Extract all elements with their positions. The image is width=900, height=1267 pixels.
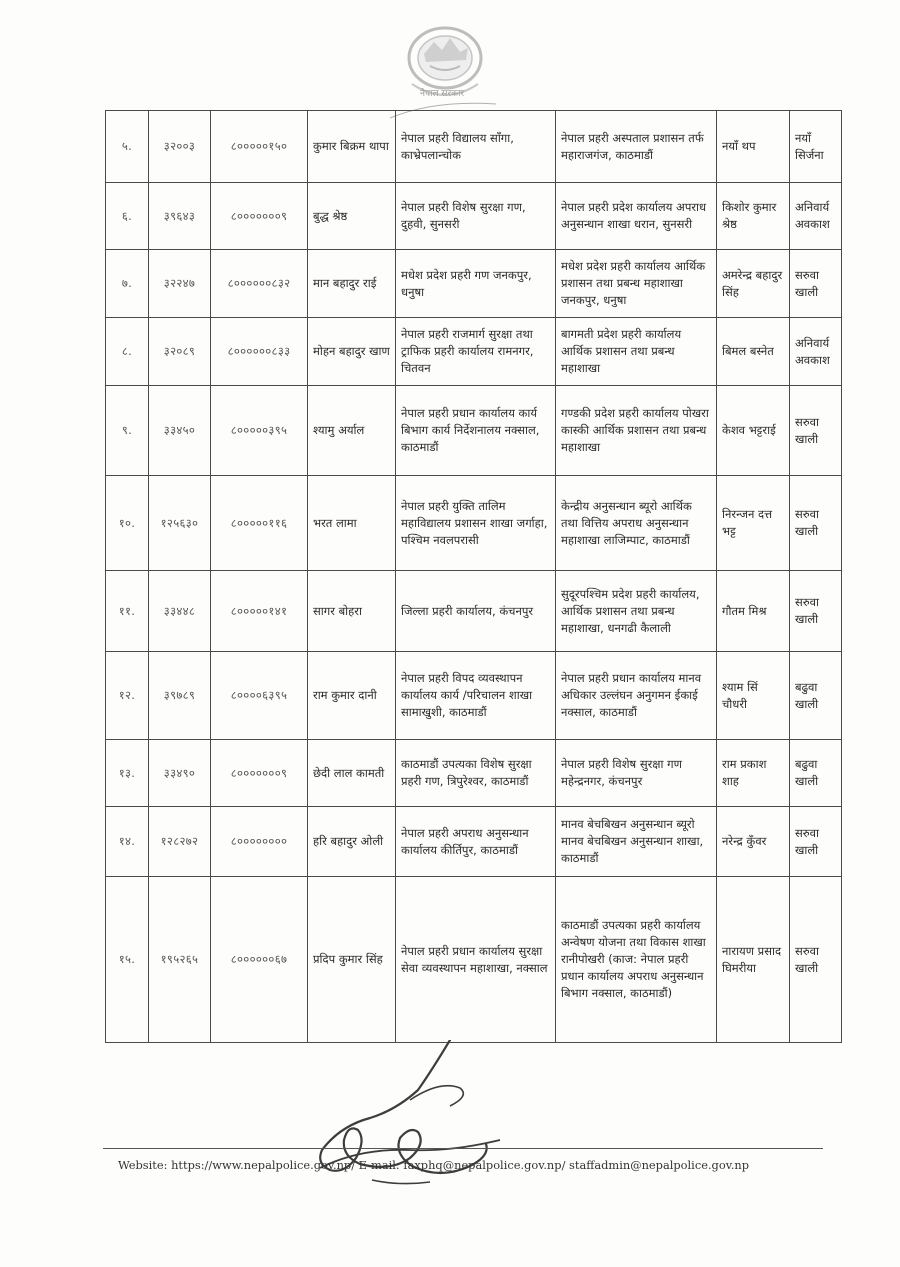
code-number: ८०००००११६ [211,476,308,571]
serial-number: ११. [106,571,149,652]
table-row [106,183,842,250]
serial-number: ८. [106,318,149,386]
transfer-office: केन्द्रीय अनुसन्धान ब्यूरो आर्थिक तथा वित्तिय अपराध अनुसन्धान महाशाखा लाजिम्पाट, काठमाडौं [556,476,717,571]
replacement-name: बिमल बस्नेत [717,318,790,386]
current-office: मधेश प्रदेश प्रहरी गण जनकपुर, धनुषा [396,250,556,318]
remarks: अनिवार्य अवकाश [790,183,842,250]
code-number: ८००००००८३२ [211,250,308,318]
employee-name: प्रदिप कुमार सिंह [308,877,396,1043]
employee-name: राम कुमार दानी [308,652,396,740]
table-row [106,476,842,571]
transfer-office: नेपाल प्रहरी प्रधान कार्यालय मानव अधिकार उल्लंघन अनुगमन ईकाई नक्साल, काठमाडौं [556,652,717,740]
remarks: बढुवा खाली [790,740,842,807]
remarks: सरुवा खाली [790,877,842,1043]
code-number: ८०००००१४१ [211,571,308,652]
transfer-office: नेपाल प्रहरी प्रदेश कार्यालय अपराध अनुसन्धान शाखा धरान, सुनसरी [556,183,717,250]
employee-id: ३२२४७ [149,250,211,318]
current-office: नेपाल प्रहरी विशेष सुरक्षा गण, दुहवी, सुनसरी [396,183,556,250]
transfer-office: काठमाडौं उपत्यका प्रहरी कार्यालय अन्वेषण योजना तथा विकास शाखा रानीपोखरी (काज: नेपाल प्रहरी प्रधान कार्यालय अपराध अनुसन्धान बिभाग नक्साल, काठमाडौं) [556,877,717,1043]
remarks: सरुवा खाली [790,386,842,476]
employee-name: मोहन बहादुर खाण [308,318,396,386]
current-office: नेपाल प्रहरी युक्ति तालिम महाविद्यालय प्रशासन शाखा जर्गाहा, पश्चिम नवलपरासी [396,476,556,571]
employee-name: कुमार बिक्रम थापा [308,111,396,183]
employee-name: मान बहादुर राई [308,250,396,318]
employee-id: ३२०८९ [149,318,211,386]
table-row [106,740,842,807]
employee-id: ३३४५० [149,386,211,476]
transfer-office: मधेश प्रदेश प्रहरी कार्यालय आर्थिक प्रशासन तथा प्रबन्ध महाशाखा जनकपुर, धनुषा [556,250,717,318]
transfer-office: बागमती प्रदेश प्रहरी कार्यालय आर्थिक प्रशासन तथा प्रबन्ध महाशाखा [556,318,717,386]
employee-id: १२५६३० [149,476,211,571]
employee-id: ३३४४८ [149,571,211,652]
transfer-office: गण्डकी प्रदेश प्रहरी कार्यालय पोखरा कास्की आर्थिक प्रशासन तथा प्रबन्ध महाशाखा [556,386,717,476]
employee-id: १२८२७२ [149,807,211,877]
serial-number: ९. [106,386,149,476]
table-row [106,111,842,183]
current-office: नेपाल प्रहरी अपराध अनुसन्धान कार्यालय कीर्तिपुर, काठमाडौं [396,807,556,877]
serial-number: ६. [106,183,149,250]
table-row [106,807,842,877]
replacement-name: निरन्जन दत्त भट्ट [717,476,790,571]
table-row [106,571,842,652]
transfer-office: सुदूरपश्चिम प्रदेश प्रहरी कार्यालय, आर्थिक प्रशासन तथा प्रबन्ध महाशाखा, धनगढी कैलाली [556,571,717,652]
table-row [106,386,842,476]
replacement-name: राम प्रकाश शाह [717,740,790,807]
current-office: नेपाल प्रहरी राजमार्ग सुरक्षा तथा ट्राफिक प्रहरी कार्यालय रामनगर, चितवन [396,318,556,386]
table-row [106,877,842,1043]
remarks: सरुवा खाली [790,476,842,571]
code-number: ८०००००००९ [211,183,308,250]
remarks: सरुवा खाली [790,250,842,318]
transfer-office: नेपाल प्रहरी विशेष सुरक्षा गण महेन्द्रनगर, कंचनपुर [556,740,717,807]
replacement-name: नारायण प्रसाद घिमरीया [717,877,790,1043]
replacement-name: अमरेन्द्र बहादुर सिंह [717,250,790,318]
remarks: नयाँ सिर्जना [790,111,842,183]
table-row [106,318,842,386]
replacement-name: किशोर कुमार श्रेष्ठ [717,183,790,250]
replacement-name: नयाँ थप [717,111,790,183]
employee-id: ३९७८९ [149,652,211,740]
employee-name: श्यामु अर्याल [308,386,396,476]
replacement-name: गौतम मिश्र [717,571,790,652]
remarks: बढुवा खाली [790,652,842,740]
replacement-name: नरेन्द्र कुँवर [717,807,790,877]
footer-divider [103,1148,823,1149]
code-number: ८०००००१५० [211,111,308,183]
code-number: ८००००००८३३ [211,318,308,386]
current-office: जिल्ला प्रहरी कार्यालय, कंचनपुर [396,571,556,652]
current-office: नेपाल प्रहरी विद्यालय साँगा, काभ्रेपलान्चोक [396,111,556,183]
seal-caption-text: नेपाल सरकार [420,89,465,99]
current-office: काठमाडौं उपत्यका विशेष सुरक्षा प्रहरी गण, त्रिपुरेश्वर, काठमाडौं [396,740,556,807]
table-row [106,652,842,740]
employee-name: बुद्ध श्रेष्ठ [308,183,396,250]
transfer-office: मानव बेचबिखन अनुसन्धान ब्यूरो मानव बेचबिखन अनुसन्धान शाखा, काठमाडौं [556,807,717,877]
replacement-name: केशव भट्टराई [717,386,790,476]
replacement-name: श्याम सिं चौधरी [717,652,790,740]
code-number: ८०००००००९ [211,740,308,807]
employee-name: भरत लामा [308,476,396,571]
employee-name: हरि बहादुर ओली [308,807,396,877]
employee-id: १९५२६५ [149,877,211,1043]
serial-number: १०. [106,476,149,571]
remarks: अनिवार्य अवकाश [790,318,842,386]
serial-number: १५. [106,877,149,1043]
employee-id: ३३४९० [149,740,211,807]
table-row [106,250,842,318]
serial-number: ७. [106,250,149,318]
footer-website: Website: https://www.nepalpolice.gov.np/ E-mail: faxphq@nepalpolice.gov.np/ staffadmin@nepalpolice.gov.np [118,1158,750,1172]
remarks: सरुवा खाली [790,571,842,652]
current-office: नेपाल प्रहरी प्रधान कार्यालय सुरक्षा सेवा व्यवस्थापन महाशाखा, नक्साल [396,877,556,1043]
serial-number: ५. [106,111,149,183]
employee-id: ३२००३ [149,111,211,183]
transfer-table [105,110,842,1043]
current-office: नेपाल प्रहरी विपद व्यवस्थापन कार्यालय कार्य /परिचालन शाखा सामाखुशी, काठमाडौं [396,652,556,740]
code-number: ८०००००३९५ [211,386,308,476]
code-number: ८००००००६७ [211,877,308,1043]
employee-name: सागर बोहरा [308,571,396,652]
employee-name: छेदी लाल कामती [308,740,396,807]
transfer-office: नेपाल प्रहरी अस्पताल प्रशासन तर्फ महाराजगंज, काठमाडौं [556,111,717,183]
employee-id: ३९६४३ [149,183,211,250]
code-number: ८०००००००० [211,807,308,877]
serial-number: १३. [106,740,149,807]
serial-number: १४. [106,807,149,877]
remarks: सरुवा खाली [790,807,842,877]
code-number: ८००००६३९५ [211,652,308,740]
serial-number: १२. [106,652,149,740]
current-office: नेपाल प्रहरी प्रधान कार्यालय कार्य बिभाग कार्य निर्देशनालय नक्साल, काठमाडौं [396,386,556,476]
